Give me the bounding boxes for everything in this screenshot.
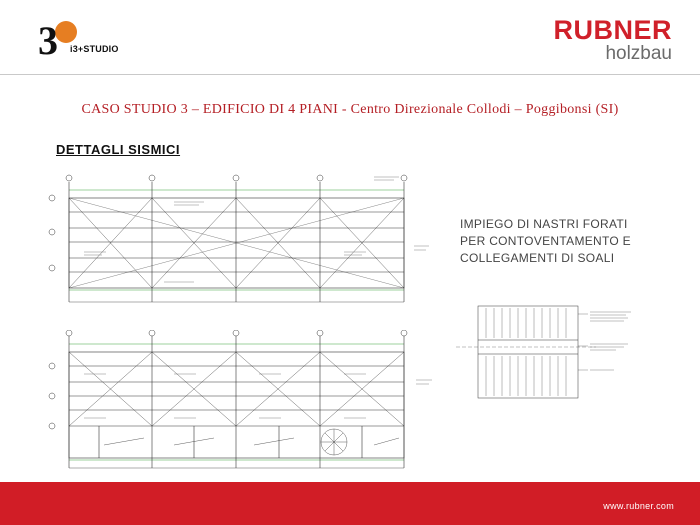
slide-title: CASO STUDIO 3 – EDIFICIO DI 4 PIANI - Centro Direzionale Collodi – Poggibonsi (SI)	[81, 102, 619, 117]
i3-studio-logo-text: i3+STUDIO	[70, 44, 119, 54]
i3-studio-logo	[36, 16, 136, 62]
header-divider	[0, 74, 700, 75]
footer-bar	[0, 482, 700, 525]
note-text: IMPIEGO DI NASTRI FORATI PER CONTOVENTAMENTO E COLLEGAMENTI DI SOALI	[460, 217, 631, 265]
lower-elevation-drawing	[44, 330, 440, 472]
footer-url[interactable]: www.rubner.com	[603, 501, 674, 511]
upper-elevation-drawing	[44, 172, 434, 312]
rubner-sub: holzbau	[605, 43, 672, 64]
detail-drawing	[456, 296, 656, 404]
rubner-logo	[553, 16, 672, 64]
rubner-brand: RUBNER	[553, 15, 672, 45]
section-heading: DETTAGLI SISMICI	[56, 142, 181, 157]
svg-text:3: 3	[38, 18, 58, 60]
